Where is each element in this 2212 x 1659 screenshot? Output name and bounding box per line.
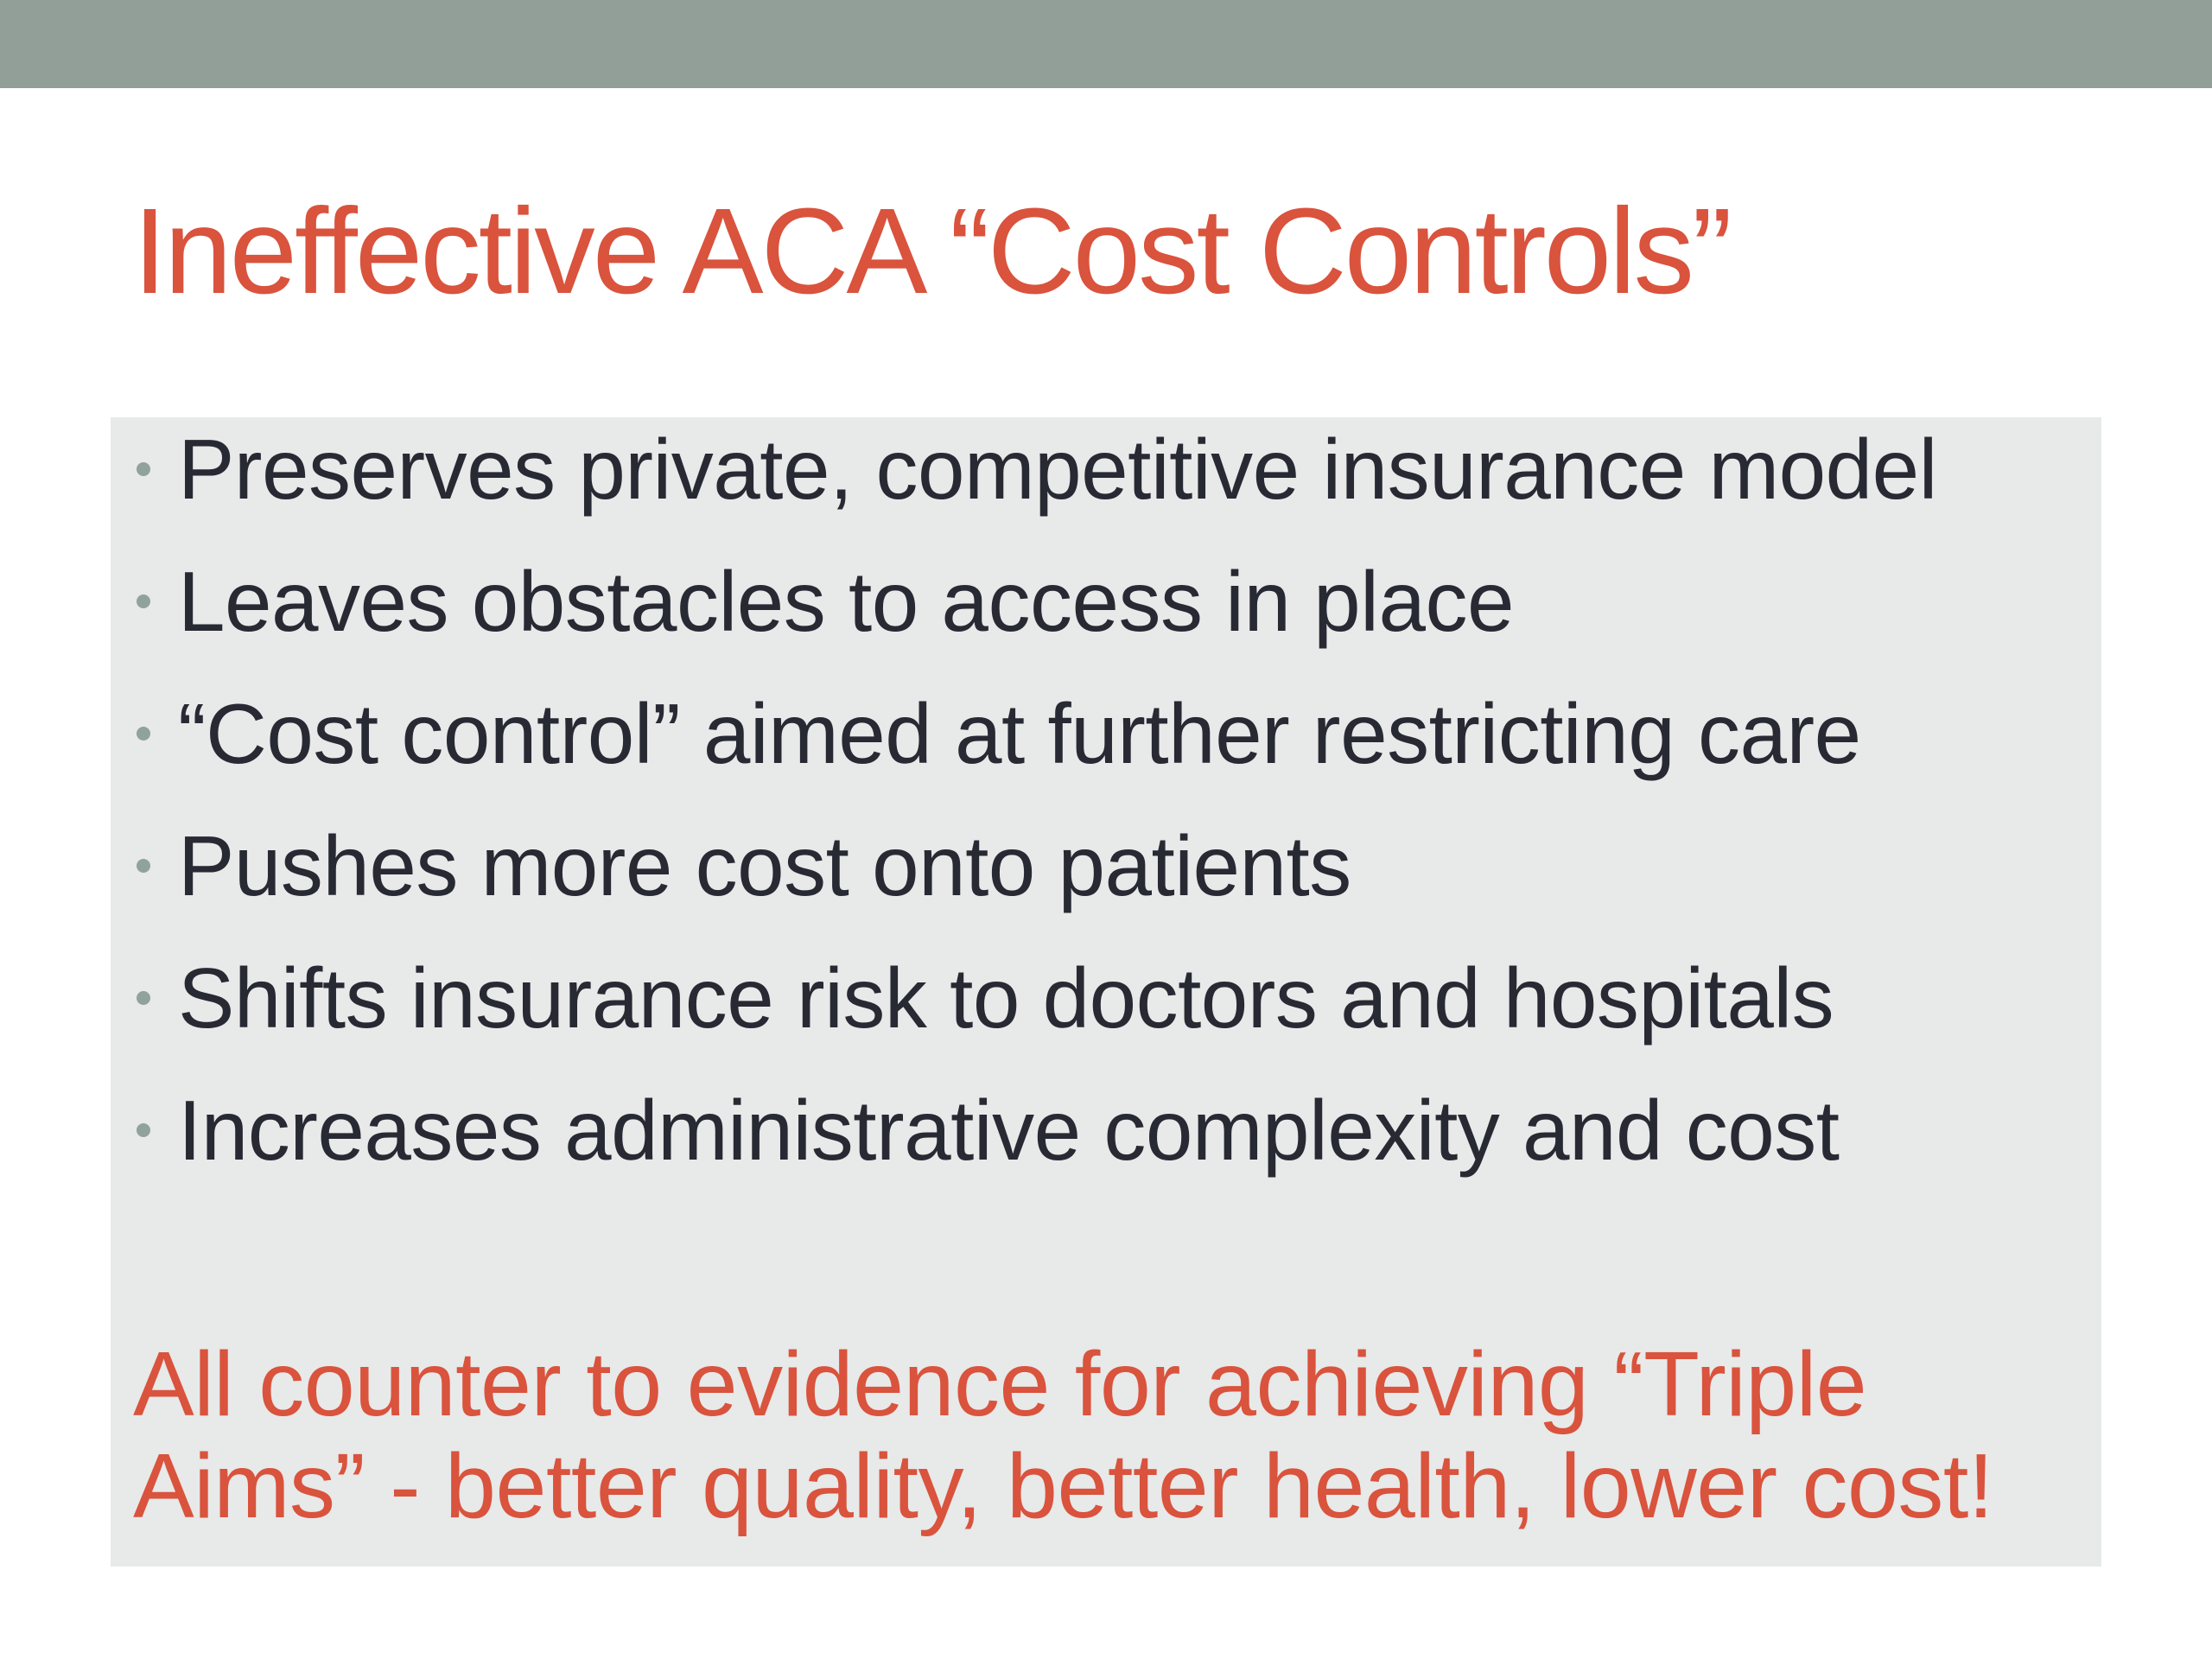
conclusion-line-2: Aims” - better quality, better health, lower cost! bbox=[133, 1435, 1993, 1537]
bullet-text: Leaves obstacles to access in place bbox=[178, 554, 1514, 649]
bullet-icon bbox=[137, 1123, 150, 1137]
content-box bbox=[111, 417, 2101, 1567]
bullet-text: Preserves private, competitive insurance model bbox=[178, 422, 1937, 517]
top-header-bar bbox=[0, 0, 2212, 88]
bullet-text: Increases administrative complexity and cost bbox=[178, 1083, 1840, 1178]
conclusion-text bbox=[133, 1333, 2086, 1537]
bullet-icon bbox=[137, 594, 150, 608]
conclusion-line-1: All counter to evidence for achieving “Triple bbox=[133, 1333, 1867, 1435]
bullet-text: Pushes more cost onto patients bbox=[178, 818, 1351, 913]
bullet-icon bbox=[137, 462, 150, 476]
bullet-item bbox=[111, 550, 2101, 653]
bullet-icon bbox=[137, 859, 150, 873]
bullet-text: “Cost control” aimed at further restricting care bbox=[178, 686, 1861, 781]
bullet-item bbox=[111, 1078, 2101, 1182]
bullet-item bbox=[111, 814, 2101, 918]
slide-title: Ineffective ACA “Cost Controls” bbox=[133, 182, 1730, 319]
bullet-item bbox=[111, 417, 2101, 521]
bullet-icon bbox=[137, 727, 150, 741]
bullet-item bbox=[111, 682, 2101, 785]
bullet-item bbox=[111, 946, 2101, 1050]
bullet-icon bbox=[137, 991, 150, 1005]
bullet-text: Shifts insurance risk to doctors and hospitals bbox=[178, 950, 1834, 1046]
